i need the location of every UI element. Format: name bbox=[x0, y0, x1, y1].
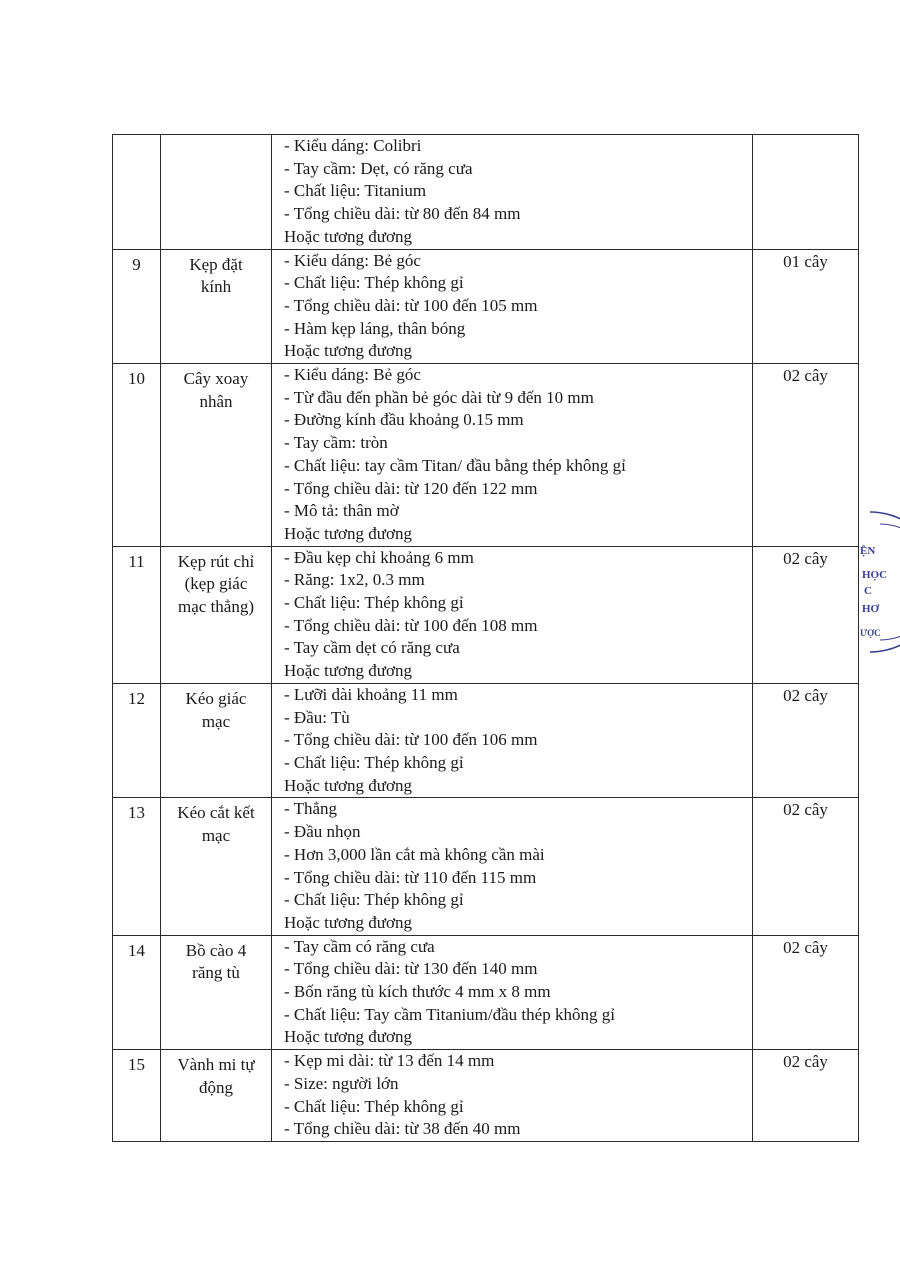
spec-line: - Size: người lớn bbox=[284, 1073, 399, 1093]
item-specification bbox=[272, 798, 753, 935]
item-name-line: Kéo cắt kết bbox=[177, 803, 255, 823]
item-name bbox=[161, 249, 272, 364]
item-name-line: mạc bbox=[201, 711, 231, 731]
stamp-fragment: HƠ bbox=[862, 603, 880, 615]
item-number: 12 bbox=[113, 683, 161, 798]
item-number: 14 bbox=[113, 935, 161, 1050]
stamp-fragment: HỌC bbox=[862, 569, 888, 581]
item-name-line: mạc bbox=[201, 826, 231, 846]
spec-line: - Đầu kẹp chỉ khoảng 6 mm bbox=[284, 547, 474, 567]
item-name-line: Kẹp rút chỉ bbox=[177, 551, 255, 571]
stamp-fragment: ỆN bbox=[860, 545, 876, 557]
spec-line: Hoặc tương đương bbox=[284, 912, 412, 932]
spec-line: - Lưỡi dài khoảng 11 mm bbox=[284, 684, 458, 704]
item-quantity bbox=[753, 135, 859, 250]
equipment-spec-table bbox=[112, 134, 859, 1142]
item-name-line: kính bbox=[200, 277, 232, 297]
spec-line: - Chất liệu: Thép không gỉ bbox=[284, 1096, 464, 1116]
spec-line: - Kiểu dáng: Colibri bbox=[284, 136, 422, 155]
spec-line: - Tay cầm có răng cưa bbox=[284, 936, 435, 956]
item-quantity: 02 cây bbox=[753, 364, 859, 547]
spec-line: - Tổng chiều dài: từ 120 đến 122 mm bbox=[284, 478, 538, 498]
spec-line: - Tổng chiều dài: từ 130 đến 140 mm bbox=[284, 959, 538, 979]
item-name bbox=[161, 364, 272, 547]
spec-line: - Chất liệu: tay cầm Titan/ đầu bằng thép không gỉ bbox=[284, 455, 626, 475]
item-name bbox=[161, 135, 272, 250]
item-quantity: 02 cây bbox=[753, 935, 859, 1050]
item-number: 10 bbox=[113, 364, 161, 547]
item-name-line: mạc thẳng) bbox=[178, 597, 254, 617]
official-seal-stamp bbox=[840, 508, 900, 656]
spec-line: - Chất liệu: Tay cầm Titanium/đầu thép không gỉ bbox=[284, 1004, 615, 1024]
item-quantity: 02 cây bbox=[753, 1050, 859, 1142]
item-name-line: Vành mi tự bbox=[177, 1055, 255, 1075]
table-row bbox=[113, 683, 859, 798]
spec-line: - Chất liệu: Thép không gỉ bbox=[284, 273, 464, 293]
item-name-line: động bbox=[199, 1077, 233, 1097]
spec-line: - Tổng chiều dài: từ 100 đến 108 mm bbox=[284, 615, 538, 635]
spec-line: - Thẳng bbox=[284, 799, 338, 819]
table-row bbox=[113, 135, 859, 250]
item-number bbox=[113, 135, 161, 250]
spec-line: - Kẹp mi dài: từ 13 đến 14 mm bbox=[284, 1051, 495, 1071]
spec-line: - Tổng chiều dài: từ 80 đến 84 mm bbox=[284, 204, 521, 224]
item-specification bbox=[272, 135, 753, 250]
table-row bbox=[113, 546, 859, 683]
table-row bbox=[113, 798, 859, 935]
item-specification bbox=[272, 683, 753, 798]
item-name-line: (kẹp giác bbox=[184, 574, 248, 594]
item-quantity: 02 cây bbox=[753, 683, 859, 798]
spec-line: - Tay cầm: tròn bbox=[284, 433, 388, 453]
item-quantity: 02 cây bbox=[753, 546, 859, 683]
item-quantity: 01 cây bbox=[753, 249, 859, 364]
spec-line: Hoặc tương đương bbox=[284, 1027, 412, 1047]
item-number: 15 bbox=[113, 1050, 161, 1142]
item-name-line: Cây xoay bbox=[183, 369, 249, 389]
spec-line: Hoặc tương đương bbox=[284, 341, 412, 361]
spec-line: - Từ đầu đến phần bẻ góc dài từ 9 đến 10 mm bbox=[284, 387, 594, 407]
item-specification bbox=[272, 935, 753, 1050]
item-specification bbox=[272, 249, 753, 364]
item-name-line: nhân bbox=[199, 391, 233, 411]
spec-line: - Đầu: Tù bbox=[284, 707, 350, 727]
table-body bbox=[113, 135, 859, 1142]
item-number: 13 bbox=[113, 798, 161, 935]
spec-line: - Hơn 3,000 lần cắt mà không cần mài bbox=[284, 844, 545, 864]
item-specification bbox=[272, 1050, 753, 1142]
spec-line: - Tay cầm dẹt có răng cưa bbox=[284, 638, 460, 658]
item-name bbox=[161, 683, 272, 798]
spec-line: Hoặc tương đương bbox=[284, 775, 412, 795]
item-name-line: Bồ cào 4 bbox=[185, 940, 247, 960]
item-specification bbox=[272, 364, 753, 547]
spec-line: - Chất liệu: Thép không gỉ bbox=[284, 752, 464, 772]
spec-line: - Chất liệu: Thép không gỉ bbox=[284, 890, 464, 910]
spec-line: - Đầu nhọn bbox=[284, 822, 361, 842]
spec-line: - Bốn răng tù kích thước 4 mm x 8 mm bbox=[284, 982, 551, 1002]
table-row bbox=[113, 249, 859, 364]
item-number: 11 bbox=[113, 546, 161, 683]
table-row bbox=[113, 1050, 859, 1142]
item-name bbox=[161, 1050, 272, 1142]
table-row bbox=[113, 364, 859, 547]
item-name bbox=[161, 935, 272, 1050]
spec-line: - Răng: 1x2, 0.3 mm bbox=[284, 570, 425, 590]
item-specification bbox=[272, 546, 753, 683]
spec-line: - Chất liệu: Thép không gỉ bbox=[284, 593, 464, 613]
item-name-line: Kéo giác bbox=[185, 688, 247, 708]
spec-line: - Chất liệu: Titanium bbox=[284, 181, 427, 201]
spec-line: - Hàm kẹp láng, thân bóng bbox=[284, 318, 466, 338]
spec-line: - Mô tả: thân mờ bbox=[284, 501, 399, 521]
spec-line: - Kiểu dáng: Bẻ góc bbox=[284, 250, 421, 270]
spec-line: - Tay cầm: Dẹt, có răng cưa bbox=[284, 158, 473, 178]
stamp-fragment: ƯỢC bbox=[860, 628, 881, 638]
spec-line: - Tổng chiều dài: từ 38 đến 40 mm bbox=[284, 1119, 521, 1139]
item-name bbox=[161, 546, 272, 683]
spec-line: - Kiểu dáng: Bẻ góc bbox=[284, 365, 421, 385]
spec-line: - Tổng chiều dài: từ 100 đến 106 mm bbox=[284, 730, 538, 750]
table-row bbox=[113, 935, 859, 1050]
item-number: 9 bbox=[113, 249, 161, 364]
item-quantity: 02 cây bbox=[753, 798, 859, 935]
item-name bbox=[161, 798, 272, 935]
spec-line: - Tổng chiều dài: từ 110 đến 115 mm bbox=[284, 867, 537, 887]
spec-line: - Đường kính đầu khoảng 0.15 mm bbox=[284, 410, 524, 430]
spec-line: - Tổng chiều dài: từ 100 đến 105 mm bbox=[284, 295, 538, 315]
spec-line: Hoặc tương đương bbox=[284, 226, 412, 246]
item-name-line: Kẹp đặt bbox=[189, 254, 243, 274]
spec-line: Hoặc tương đương bbox=[284, 523, 412, 543]
item-name-line: răng tù bbox=[192, 963, 240, 983]
stamp-fragment: C bbox=[864, 585, 872, 597]
spec-line: Hoặc tương đương bbox=[284, 661, 412, 681]
